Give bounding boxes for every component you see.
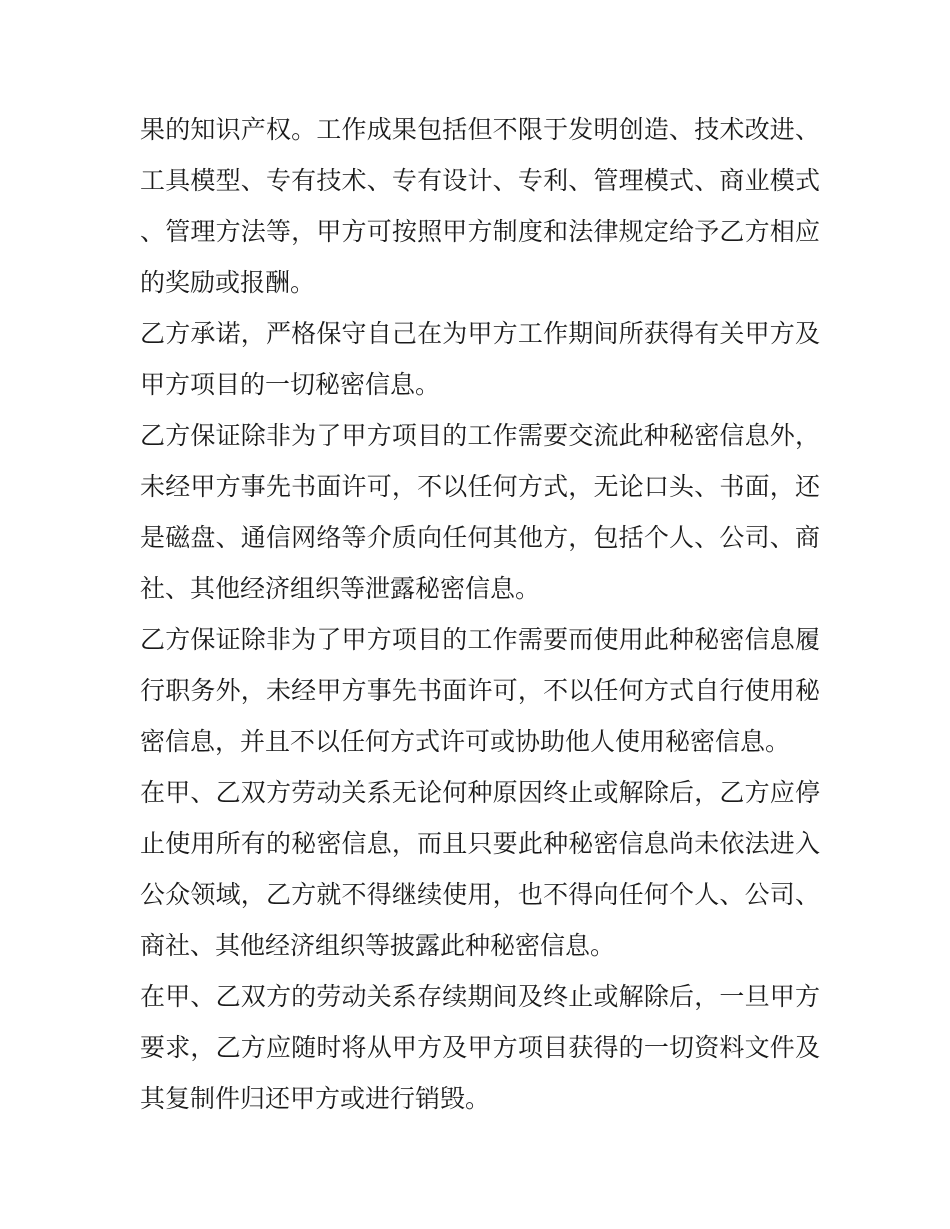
paragraph-no-disclosure: 乙方保证除非为了甲方项目的工作需要交流此种秘密信息外，未经甲方事先书面许可，不以任何方式，无论口头、书面，还是磁盘、通信网络等介质向任何其他方，包括个人、公司、商社、其他经济组织等泄露秘密信息。 <box>140 421 820 603</box>
paragraph-return-materials: 在甲、乙双方的劳动关系存续期间及终止或解除后，一旦甲方要求，乙方应随时将从甲方及甲方项目获得的一切资料文件及其复制件归还甲方或进行销毁。 <box>140 982 820 1113</box>
document-body <box>140 104 820 1124</box>
paragraph-after-termination: 在甲、乙双方劳动关系无论何种原因终止或解除后，乙方应停止使用所有的秘密信息，而且只要此种秘密信息尚未依法进入公众领域，乙方就不得继续使用，也不得向任何个人、公司、商社、其他经济组织等披露此种秘密信息。 <box>140 778 820 960</box>
paragraph-intellectual-property: 果的知识产权。工作成果包括但不限于发明创造、技术改进、工具模型、专有技术、专有设计、专利、管理模式、商业模式、管理方法等，甲方可按照甲方制度和法律规定给予乙方相应的奖励或报酬。 <box>140 115 820 297</box>
paragraph-no-use: 乙方保证除非为了甲方项目的工作需要而使用此种秘密信息履行职务外，未经甲方事先书面许可，不以任何方式自行使用秘密信息，并且不以任何方式许可或协助他人使用秘密信息。 <box>140 625 820 756</box>
paragraph-confidentiality-promise: 乙方承诺，严格保守自己在为甲方工作期间所获得有关甲方及甲方项目的一切秘密信息。 <box>140 319 820 399</box>
